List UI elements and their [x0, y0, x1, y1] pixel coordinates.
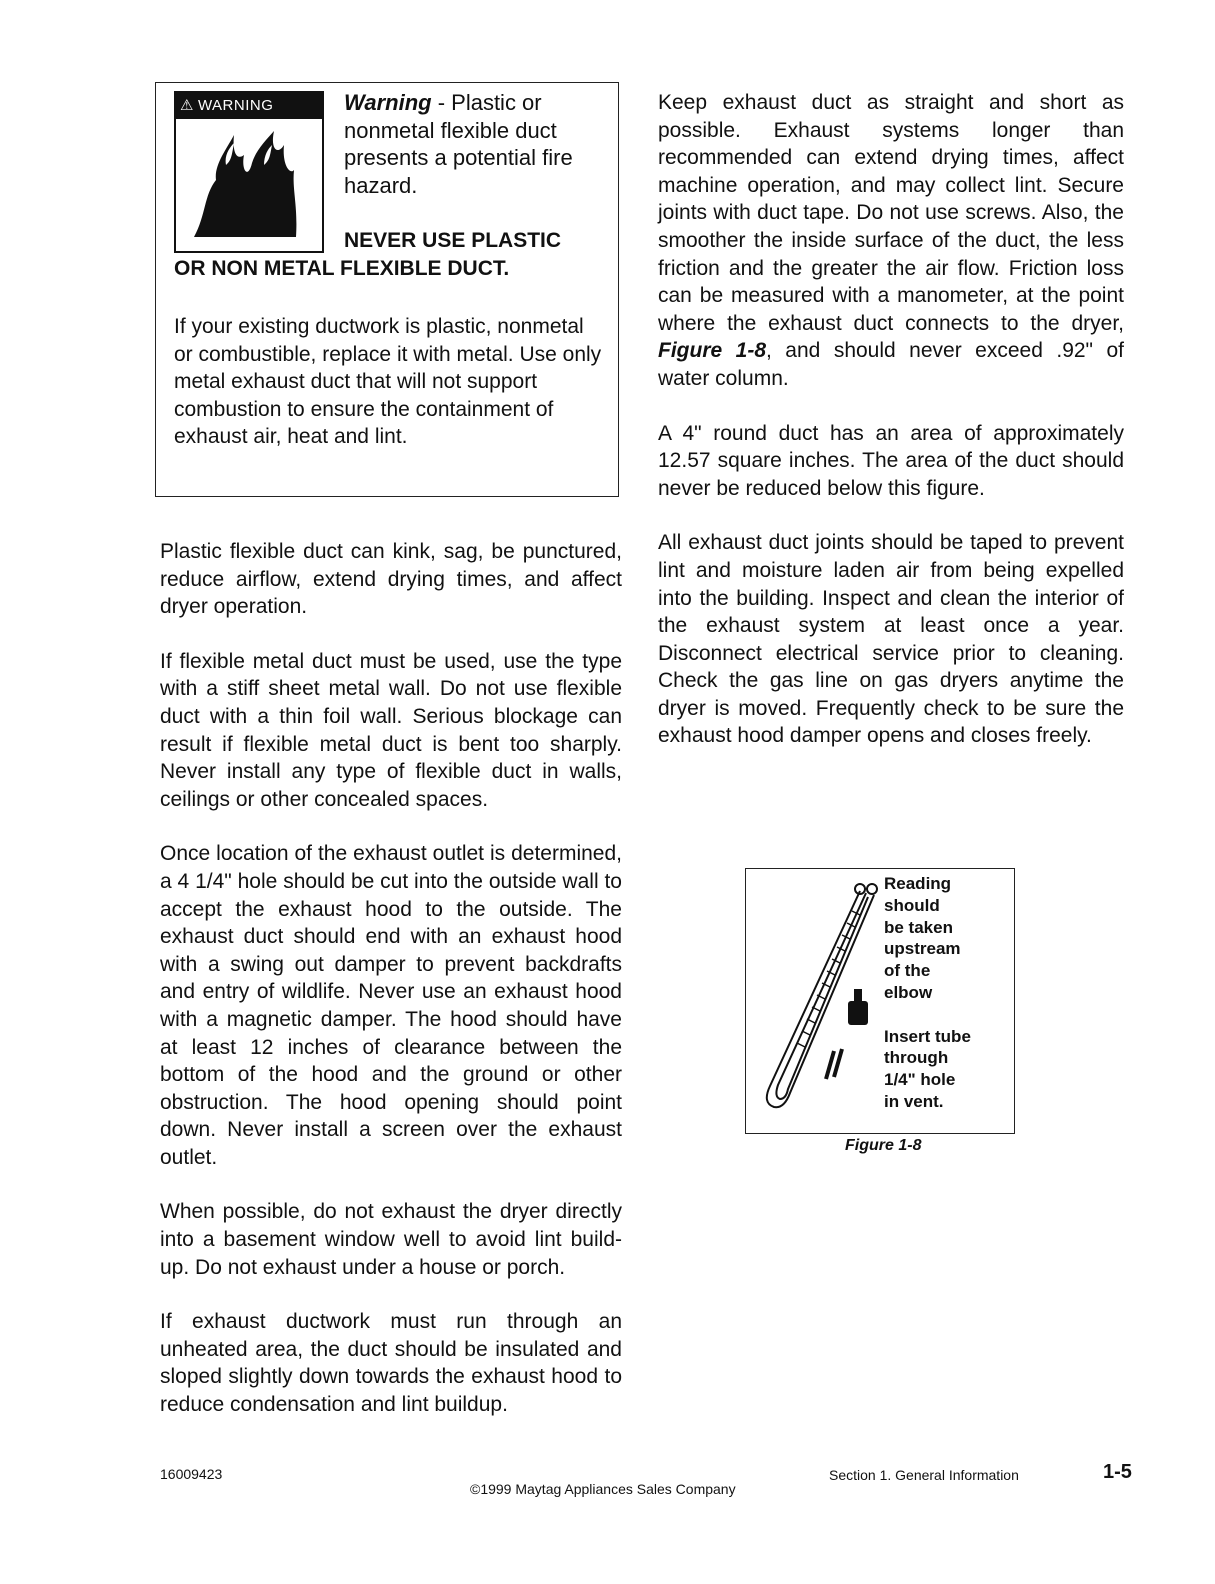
paragraph: If flexible metal duct must be used, use the type with a stiff sheet metal wall. Do not use flexible duct with a thin foil wall. Serious blockage can result if flexible metal duct is bent too sharply. Never install any type of flexible duct in walls, ceilings or other concealed spaces.	[160, 649, 622, 811]
document-id: 16009423	[160, 1466, 223, 1482]
warning-label: ⚠ WARNING	[176, 93, 322, 119]
paragraph: If exhaust ductwork must run through an unheated area, the duct should be insulated and sloped slightly down towards the exhaust hood to reduce condensation and lint buildup.	[160, 1310, 622, 1417]
warning-never-line2: OR NON METAL FLEXIBLE DUCT.	[174, 257, 510, 280]
right-column	[658, 89, 1124, 777]
paragraph: Once location of the exhaust outlet is determined, a 4 1/4" hole should be cut into the outside wall to accept the exhaust hood to the outside. The exhaust duct should end with an exhaust hood with a swing out damper to prevent backdrafts and entry of wildlife. Never use an exhaust hood with a magnetic damper. The hood should have at least 12 inches of clearance between the bottom of the hood and the ground or other obstruction. The hood opening should point down. Never install a screen over the exhaust outlet.	[160, 842, 622, 1169]
figure-callout-text: Reading should be taken upstream of the elbow Insert tube through 1/4" hole in vent.	[884, 874, 971, 1111]
figure-reference: Figure 1-8	[658, 339, 766, 363]
flame-icon	[186, 125, 306, 243]
paragraph: All exhaust duct joints should be taped to prevent lint and moisture laden air from being expelled into the building. Inspect and clean the interior of the exhaust system at least once a year. Disconnect electrical service prior to cleaning. Check the gas line on gas dryers anytime the dryer is moved. Frequently check to be sure the exhaust hood damper opens and closes freely.	[658, 531, 1124, 748]
warning-body: If your existing ductwork is plastic, nonmetal or combustible, replace it with metal. Use only metal exhaust duct that will not support combustion to ensure the containment of exhaust air, heat and lint.	[174, 315, 602, 449]
figure-1-8	[745, 868, 1015, 1134]
page-number: 1-5	[1103, 1461, 1132, 1483]
warning-box	[155, 82, 619, 497]
paragraph: When possible, do not exhaust the dryer directly into a basement window well to avoid lint build-up. Do not exhaust under a house or porch.	[160, 1200, 622, 1279]
paragraph: Plastic flexible duct can kink, sag, be punctured, reduce airflow, extend drying times, and affect dryer operation.	[160, 540, 622, 619]
left-column	[160, 538, 622, 1446]
manometer-illustration	[748, 871, 888, 1131]
warning-heading: Warning - Plastic or nonmetal flexible duct presents a potential fire hazard.	[344, 90, 573, 198]
warning-triangle-icon: ⚠	[180, 97, 194, 114]
fire-warning-symbol	[174, 91, 324, 253]
figure-caption: Figure 1-8	[845, 1137, 922, 1154]
copyright: ©1999 Maytag Appliances Sales Company	[470, 1481, 736, 1497]
section-title: Section 1. General Information	[829, 1467, 1019, 1483]
warning-never-line1: NEVER USE PLASTIC	[344, 229, 562, 252]
paragraph: Keep exhaust duct as straight and short as possible. Exhaust systems longer than recommended can extend drying times, affect machine operation, and may collect lint. Secure joints with duct tape. Do not use screws. Also, the smoother the inside surface of the duct, the less friction and the greater the air flow. Friction loss can be measured with a manometer, at the point where the exhaust duct connects to the dryer, Figure 1-8, and should never exceed .92" of water column.	[658, 91, 1125, 390]
paragraph: A 4" round duct has an area of approximately 12.57 square inches. The area of the duct should never be reduced below this figure.	[658, 421, 1124, 500]
